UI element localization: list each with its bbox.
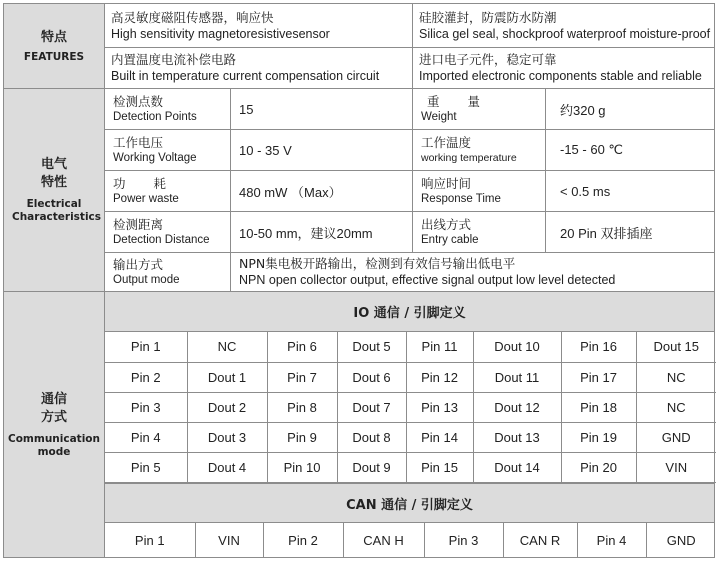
param-label-zh: 功 耗 [113, 175, 178, 191]
pin-number-cell: Pin 16 [561, 332, 636, 362]
electrical-header-zh-1: 电气 [40, 157, 67, 172]
param-value-text: 480 mW （Max） [239, 184, 342, 200]
pin-number-cell: Pin 3 [424, 523, 503, 557]
param-value-text: 约320 g [560, 102, 606, 118]
can-pin-table [105, 523, 716, 557]
pin-function-cell: VIN [195, 523, 263, 557]
pin-number-cell: Pin 2 [105, 362, 187, 392]
output-mode-zh: NPN集电极开路输出，检测到有效信号输出低电平 [239, 256, 516, 271]
param-value-text: 10 - 35 V [239, 142, 292, 158]
pin-number-cell: Pin 12 [406, 362, 473, 392]
pin-number-cell: Pin 18 [561, 392, 636, 422]
feature-cell [412, 4, 714, 47]
features-row-2 [105, 48, 714, 88]
feature-zh: 高灵敏度磁阻传感器，响应快 [111, 9, 274, 25]
param-label [105, 130, 230, 170]
pin-number-cell: Pin 2 [263, 523, 343, 557]
pin-function-cell: Dout 4 [187, 452, 267, 482]
pin-function-cell: CAN R [503, 523, 577, 557]
param-value [230, 212, 412, 252]
feature-cell [412, 48, 714, 88]
feature-en: Silica gel seal, shockproof waterproof moisture-proof [419, 26, 711, 41]
pin-row [105, 362, 716, 392]
param-label [105, 212, 230, 252]
param-label-zh: 出线方式 [421, 216, 472, 232]
electrical-row [105, 212, 714, 253]
param-value [230, 130, 412, 170]
param-label-en: Power waste [113, 192, 179, 205]
pin-number-cell: Pin 7 [267, 362, 337, 392]
pin-number-cell: Pin 10 [267, 452, 337, 482]
pin-function-cell: Dout 2 [187, 392, 267, 422]
param-label-zh: 重 量 [427, 93, 492, 109]
param-label-zh: 工作温度 [421, 134, 472, 150]
output-mode-value [230, 253, 714, 291]
param-label-zh: 响应时间 [421, 175, 472, 191]
feature-en: Imported electronic components stable and reliable [419, 69, 702, 83]
pin-function-cell: CAN H [343, 523, 424, 557]
param-label-en: Detection Distance [113, 233, 210, 246]
param-value [230, 171, 412, 211]
spec-sheet [3, 3, 715, 558]
pin-function-cell: VIN [636, 452, 716, 482]
pin-number-cell: Pin 14 [406, 422, 473, 452]
electrical-row [105, 171, 714, 212]
pin-function-cell: Dout 1 [187, 362, 267, 392]
param-value [230, 89, 412, 129]
electrical-header-zh-2: 特性 [40, 175, 67, 190]
param-label [105, 89, 230, 129]
pin-row [105, 392, 716, 422]
io-pin-table [105, 332, 716, 483]
pin-number-cell: Pin 11 [406, 332, 473, 362]
communication-header-zh-1: 通信 [40, 391, 67, 407]
pin-number-cell: Pin 5 [105, 452, 187, 482]
pin-number-cell: Pin 13 [406, 392, 473, 422]
electrical-row [105, 89, 714, 130]
param-value [545, 89, 714, 129]
pin-function-cell: Dout 9 [337, 452, 406, 482]
pin-number-cell: Pin 9 [267, 422, 337, 452]
features-header-zh: 特点 [40, 29, 67, 45]
param-label [412, 130, 545, 170]
pin-function-cell: NC [636, 362, 716, 392]
param-label-en: working temperature [421, 151, 517, 164]
param-value-text: -15 - 60 ℃ [560, 142, 624, 157]
param-label-en: Entry cable [421, 233, 479, 246]
param-label-zh: 检测点数 [113, 93, 164, 109]
pin-number-cell: Pin 8 [267, 392, 337, 422]
param-label [412, 89, 545, 129]
pin-function-cell: GND [636, 422, 716, 452]
feature-en: Built in temperature current compensation circuit [111, 69, 380, 83]
pin-function-cell: Dout 7 [337, 392, 406, 422]
param-label-en: Response Time [421, 192, 501, 205]
param-value [545, 171, 714, 211]
param-label-zh: 工作电压 [113, 134, 164, 150]
param-label-en: Detection Points [113, 110, 197, 123]
pin-function-cell: Dout 12 [473, 392, 561, 422]
pin-function-cell: Dout 5 [337, 332, 406, 362]
param-value-text: < 0.5 ms [560, 183, 611, 199]
feature-zh: 内置温度电流补偿电路 [111, 52, 237, 67]
pin-function-cell: Dout 8 [337, 422, 406, 452]
param-value [545, 130, 714, 170]
pin-function-cell: Dout 6 [337, 362, 406, 392]
communication-header-en: Communication mode [8, 432, 100, 458]
pin-number-cell: Pin 19 [561, 422, 636, 452]
param-label [105, 253, 230, 291]
pin-function-cell: Dout 10 [473, 332, 561, 362]
pin-number-cell: Pin 15 [406, 452, 473, 482]
pin-function-cell: Dout 14 [473, 452, 561, 482]
pin-number-cell: Pin 1 [105, 332, 187, 362]
pin-number-cell: Pin 1 [105, 523, 195, 557]
pin-row [105, 422, 716, 452]
feature-zh: 进口电子元件，稳定可靠 [419, 52, 557, 67]
communication-header-zh-2: 方式 [40, 409, 67, 425]
communication-header [4, 292, 105, 557]
features-row-1 [105, 4, 714, 48]
param-label [412, 171, 545, 211]
pin-number-cell: Pin 4 [105, 422, 187, 452]
electrical-row [105, 130, 714, 171]
pin-number-cell: Pin 4 [577, 523, 646, 557]
param-value-text: 15 [239, 101, 254, 117]
param-value [545, 212, 714, 252]
pin-number-cell: Pin 6 [267, 332, 337, 362]
param-value-text: 10-50 mm，建议20mm [239, 225, 373, 241]
output-mode-en: NPN open collector output, effective signal output low level detected [239, 273, 616, 287]
io-pin-title: IO 通信 / 引脚定义 [105, 292, 714, 332]
pin-function-cell: NC [636, 392, 716, 422]
feature-cell [105, 48, 412, 88]
pin-row [105, 452, 716, 482]
feature-zh: 硅胶灌封，防震防水防潮 [419, 9, 557, 25]
param-label-en: Output mode [113, 273, 180, 286]
pin-function-cell: Dout 13 [473, 422, 561, 452]
electrical-header [4, 89, 105, 291]
can-pin-title: CAN 通信 / 引脚定义 [105, 483, 714, 523]
pin-row [105, 332, 716, 362]
param-label [412, 212, 545, 252]
pin-function-cell: Dout 11 [473, 362, 561, 392]
pin-function-cell: NC [187, 332, 267, 362]
pin-number-cell: Pin 3 [105, 392, 187, 422]
pin-number-cell: Pin 17 [561, 362, 636, 392]
param-label-en: Working Voltage [113, 151, 197, 164]
pin-function-cell: Dout 3 [187, 422, 267, 452]
feature-en: High sensitivity magnetoresistivesensor [111, 26, 330, 41]
pin-function-cell: Dout 15 [636, 332, 716, 362]
electrical-header-en: Electrical Characteristics [12, 198, 102, 223]
pin-function-cell: GND [666, 532, 696, 548]
param-value-text: 20 Pin 双排插座 [560, 225, 653, 241]
param-label-en: Weight [421, 110, 457, 123]
output-mode-row [105, 253, 714, 291]
features-header-en: FEATURES [23, 50, 85, 63]
feature-cell [105, 4, 412, 47]
pin-row [105, 523, 716, 557]
param-label [105, 171, 230, 211]
param-label-zh: 检测距离 [113, 216, 164, 232]
features-header [4, 4, 105, 88]
pin-number-cell: Pin 20 [561, 452, 636, 482]
param-label-zh: 输出方式 [113, 256, 164, 272]
